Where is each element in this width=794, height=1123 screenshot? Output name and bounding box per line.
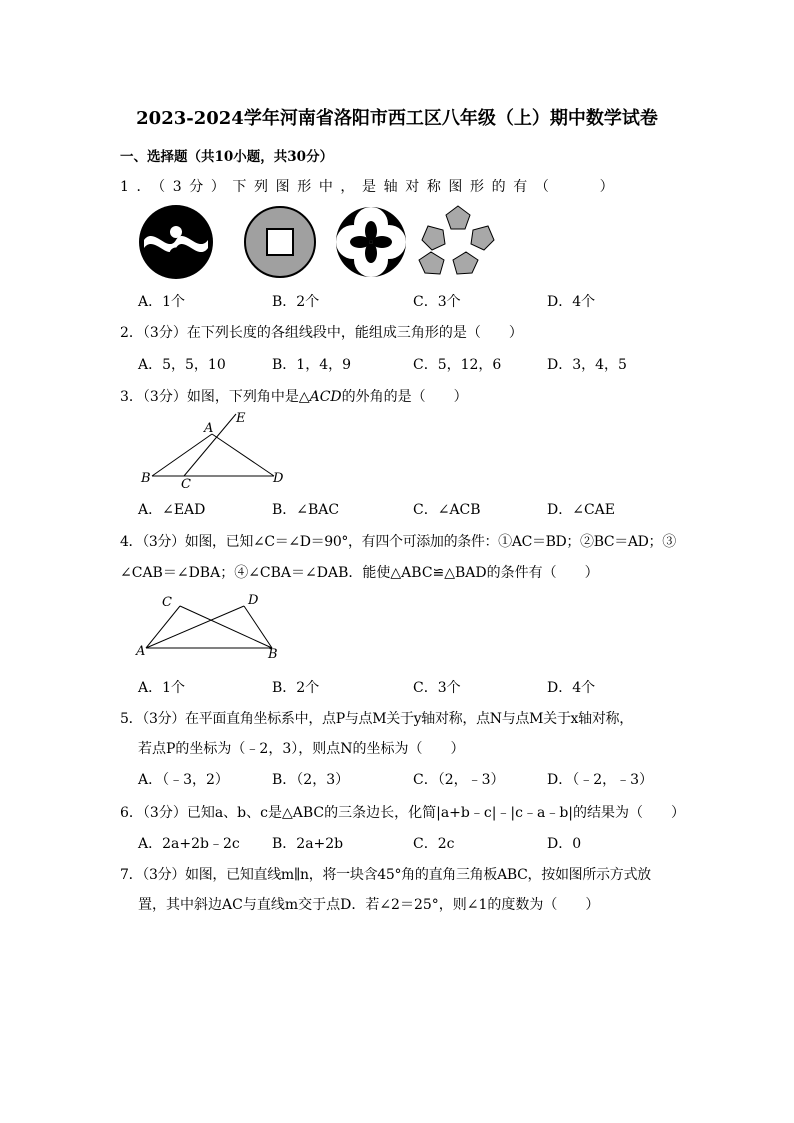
q6-option-d[interactable]: D．0 <box>547 836 582 852</box>
q3-option-c[interactable]: C．∠ACB <box>413 502 481 518</box>
q6-option-b[interactable]: B．2a+2b <box>272 836 344 852</box>
question-2-stem: 2．（3分）在下列长度的各组线段中，能组成三角形的是（ ） <box>120 325 523 341</box>
question-4-line-1: 4．（3分）如图，已知∠C＝∠D＝90°，有四个可添加的条件：①AC＝BD；②BC＝AD；③ <box>120 534 676 550</box>
q6-option-a[interactable]: A．2a+2b﹣2c <box>138 836 240 852</box>
figure-circle-wave <box>139 205 213 279</box>
figure-flower <box>336 207 406 277</box>
q4-option-c[interactable]: C．3个 <box>413 680 461 696</box>
question-7-line-1: 7．（3分）如图，已知直线m∥n，将一块含45°角的直角三角板ABC，按如图所示方式放 <box>120 867 651 883</box>
q5-option-d[interactable]: D．（﹣2，﹣3） <box>547 772 654 788</box>
question-1-stem: 1．（3分）下列图形中，是轴对称图形的有（ ） <box>120 179 622 195</box>
question-5-line-1: 5．（3分）在平面直角坐标系中，点P与点M关于y轴对称，点N与点M关于x轴对称， <box>120 711 633 727</box>
q1-option-d[interactable]: D．4个 <box>547 294 596 310</box>
page-title: 2023-2024学年河南省洛阳市西工区八年级（上）期中数学试卷 <box>136 108 658 129</box>
question-6-stem: 6．（3分）已知a、b、c是△ABC的三条边长，化简|a+b﹣c|﹣|c﹣a﹣b|的结果为（ ） <box>120 805 685 821</box>
question-1-figures <box>138 204 498 280</box>
q1-option-a[interactable]: A．1个 <box>138 294 186 310</box>
q3-option-b[interactable]: B．∠BAC <box>272 502 340 518</box>
q4-option-b[interactable]: B．2个 <box>272 680 320 696</box>
label-d: D <box>273 471 284 486</box>
q5-option-c[interactable]: C．（2，﹣3） <box>413 772 505 788</box>
q2-option-b[interactable]: B．1，4，9 <box>272 357 352 373</box>
q2-option-a[interactable]: A．5，5，10 <box>138 357 226 373</box>
label-c: C <box>181 477 191 492</box>
question-4-line-2: ∠CAB＝∠DBA；④∠CBA＝∠DAB．能使△ABC≌△BAD的条件有（ ） <box>120 565 599 581</box>
label-b: B <box>141 471 151 486</box>
q4-option-a[interactable]: A．1个 <box>138 680 186 696</box>
question-5-line-2: 若点P的坐标为（﹣2，3），则点N的坐标为（ ） <box>138 741 465 757</box>
label-a: A <box>204 421 214 436</box>
q4-option-d[interactable]: D．4个 <box>547 680 596 696</box>
q1-option-b[interactable]: B．2个 <box>272 294 320 310</box>
label-d: D <box>248 593 259 608</box>
q2-option-d[interactable]: D．3，4，5 <box>547 357 627 373</box>
question-4-figure <box>136 592 286 664</box>
q5-option-b[interactable]: B．（2，3） <box>272 772 350 788</box>
section-heading: 一、选择题（共10小题，共30分） <box>120 149 334 165</box>
q3-option-d[interactable]: D．∠CAE <box>547 502 615 518</box>
question-3-stem: 3．（3分）如图，下列角中是△ACD的外角的是（ ） <box>120 389 468 405</box>
label-b: B <box>268 647 278 662</box>
label-c: C <box>162 595 172 610</box>
question-3-figure <box>140 410 290 490</box>
q2-option-c[interactable]: C．5，12，6 <box>413 357 502 373</box>
q5-option-a[interactable]: A．（﹣3，2） <box>138 772 229 788</box>
q6-option-c[interactable]: C．2c <box>413 836 455 852</box>
q1-option-c[interactable]: C．3个 <box>413 294 461 310</box>
label-a: A <box>136 644 146 659</box>
question-7-line-2: 置，其中斜边AC与直线m交于点D．若∠2＝25°，则∠1的度数为（ ） <box>138 897 600 913</box>
q3-option-a[interactable]: A．∠EAD <box>138 502 206 518</box>
figure-pentagons <box>419 206 494 274</box>
label-e: E <box>236 411 246 426</box>
figure-coin <box>245 207 315 277</box>
